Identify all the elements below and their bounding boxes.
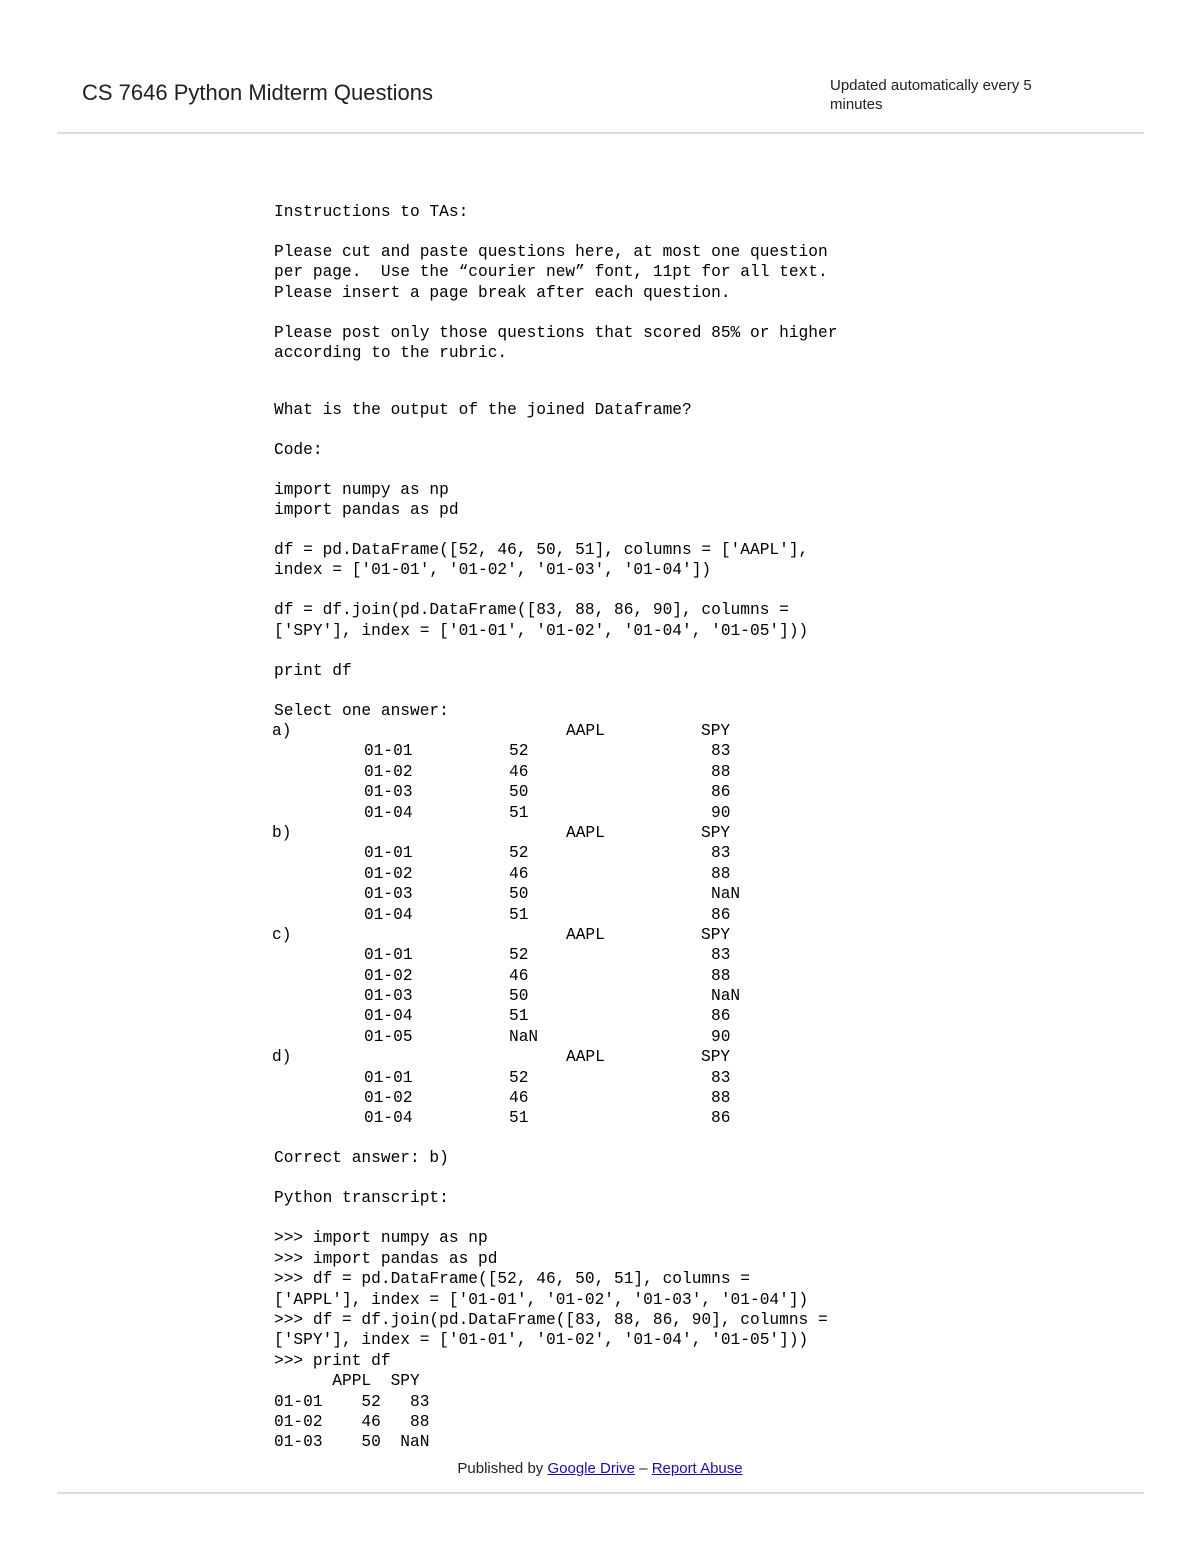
- column-header-aapl: AAPL: [566, 823, 605, 842]
- instructions-line: Please cut and paste questions here, at most one question: [274, 242, 828, 261]
- code-line: df = df.join(pd.DataFrame([83, 88, 86, 90], columns =: [274, 601, 789, 620]
- instructions-line: Please insert a page break after each question.: [274, 283, 731, 302]
- column-header-spy: SPY: [701, 925, 731, 944]
- option-label: a): [272, 722, 292, 740]
- transcript-line: 01-01 52 83: [274, 1392, 430, 1411]
- table-row: 01-04 51 86: [364, 1109, 731, 1128]
- footer: [0, 1460, 1200, 1482]
- page-title: CS 7646 Python Midterm Questions: [82, 80, 433, 105]
- transcript-line: ['SPY'], index = ['01-01', '01-02', '01-04', '01-05'])): [274, 1331, 809, 1350]
- column-header-aapl: AAPL: [566, 925, 605, 944]
- transcript-line: 01-02 46 88: [274, 1412, 430, 1431]
- select-label: Select one answer:: [274, 701, 449, 720]
- transcript-line: >>> df = pd.DataFrame([52, 46, 50, 51], columns =: [274, 1270, 750, 1289]
- correct-answer: Correct answer: b): [274, 1149, 449, 1168]
- table-row: 01-01 52 83: [364, 946, 731, 965]
- option-a-header: [274, 721, 1160, 741]
- published-by-text: Published by: [457, 1460, 544, 1477]
- option-label: c): [272, 925, 292, 944]
- option-label: d): [272, 1048, 292, 1067]
- table-row: 01-01 52 83: [364, 844, 731, 863]
- code-line: df = pd.DataFrame([52, 46, 50, 51], columns = ['AAPL'],: [274, 540, 809, 559]
- transcript-line: ['APPL'], index = ['01-01', '01-02', '01-03', '01-04']): [274, 1290, 809, 1309]
- table-row: 01-01 52 83: [364, 1068, 731, 1087]
- instructions-line: Please post only those questions that scored 85% or higher: [274, 323, 838, 342]
- google-drive-link[interactable]: Google Drive: [547, 1460, 636, 1477]
- table-row: 01-02 46 88: [364, 1089, 731, 1108]
- instructions-heading: Instructions to TAs:: [274, 203, 469, 221]
- table-row: 01-03 50 NaN: [364, 987, 741, 1006]
- code-line: import pandas as pd: [274, 500, 459, 519]
- option-label: b): [272, 823, 292, 842]
- question-prompt: What is the output of the joined Dataframe?: [274, 400, 692, 419]
- transcript-line: 01-03 50 NaN: [274, 1433, 430, 1452]
- transcript-line: >>> df = df.join(pd.DataFrame([83, 88, 86, 90], columns =: [274, 1310, 828, 1329]
- code-line: print df: [274, 661, 352, 680]
- code-line: import numpy as np: [274, 480, 449, 499]
- column-header-spy: SPY: [701, 823, 731, 842]
- table-row: 01-02 46 88: [364, 864, 731, 883]
- option-c-header: [274, 925, 1160, 945]
- table-row: 01-04 51 90: [364, 803, 731, 822]
- code-label: Code:: [274, 440, 323, 459]
- option-d-header: [274, 1047, 1160, 1067]
- table-row: 01-03 50 NaN: [364, 885, 741, 904]
- code-line: ['SPY'], index = ['01-01', '01-02', '01-04', '01-05'])): [274, 621, 809, 640]
- update-note: Updated automatically every 5 minutes: [830, 77, 1032, 113]
- table-row: 01-04 51 86: [364, 1007, 731, 1026]
- option-b-header: [274, 823, 1160, 843]
- code-line: index = ['01-01', '01-02', '01-03', '01-04']): [274, 561, 712, 580]
- instructions-line: according to the rubric.: [274, 344, 508, 363]
- footer-divider: [57, 1492, 1144, 1494]
- transcript-line: >>> print df: [274, 1351, 391, 1370]
- footer-separator: –: [639, 1460, 648, 1477]
- transcript-line: >>> import pandas as pd: [274, 1249, 498, 1268]
- table-row: 01-02 46 88: [364, 762, 731, 781]
- table-row: 01-04 51 86: [364, 905, 731, 924]
- table-row: 01-02 46 88: [364, 966, 731, 985]
- column-header-aapl: AAPL: [566, 722, 605, 740]
- table-row: 01-05 NaN 90: [364, 1027, 731, 1046]
- transcript-label: Python transcript:: [274, 1189, 449, 1208]
- table-row: 01-03 50 86: [364, 783, 731, 802]
- table-row: 01-01 52 83: [364, 742, 731, 761]
- column-header-spy: SPY: [701, 722, 731, 740]
- column-header-aapl: AAPL: [566, 1048, 605, 1067]
- transcript-line: APPL SPY: [274, 1372, 420, 1391]
- column-header-spy: SPY: [701, 1048, 731, 1067]
- transcript-line: >>> import numpy as np: [274, 1229, 488, 1248]
- document-body: [272, 202, 1160, 1452]
- instructions-line: per page. Use the “courier new” font, 11pt for all text.: [274, 263, 828, 282]
- report-abuse-link[interactable]: Report Abuse: [651, 1460, 743, 1477]
- header-divider: [57, 132, 1144, 134]
